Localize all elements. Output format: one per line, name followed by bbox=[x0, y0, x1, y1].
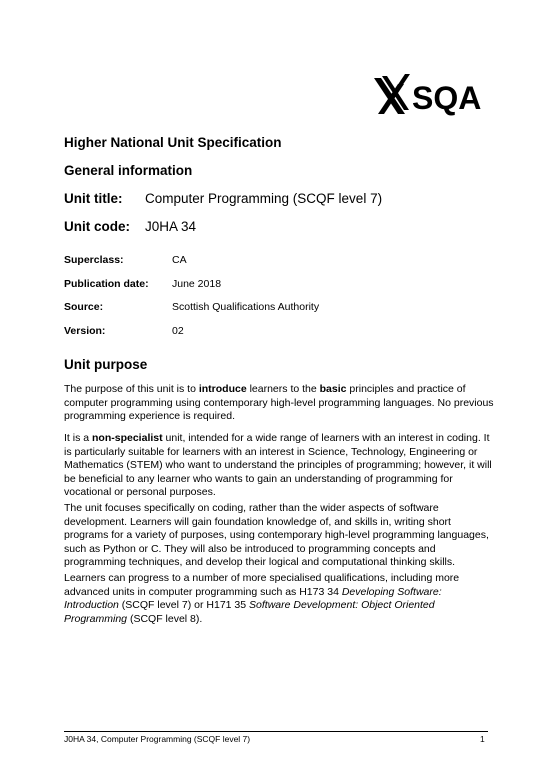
superclass-value: CA bbox=[172, 254, 187, 266]
footer-unit-label: J0HA 34, Computer Programming (SCQF level 7) bbox=[64, 734, 251, 744]
unit-title-label: Unit title: bbox=[64, 191, 123, 206]
purpose-paragraph-3: The unit focuses specifically on coding, rather than the wider aspects of software development. Learners will gain foundation knowledge of, and skills in, writing short programs for a variety of purposes, using contemporary high-level programming languages, such as Python or C. They will also be introduced to programming concepts and programming techniques, and develop their logical and computational thinking skills. bbox=[64, 502, 489, 569]
footer-divider bbox=[64, 731, 488, 732]
version-value: 02 bbox=[172, 325, 184, 337]
source-row bbox=[64, 301, 319, 313]
publication-date-label: Publication date: bbox=[64, 278, 149, 290]
purpose-paragraph-1: The purpose of this unit is to introduce learners to the basic principles and practice of computer programming using contemporary high-level programming languages. No previous programming experience is required. bbox=[64, 383, 494, 423]
superclass-row bbox=[64, 254, 187, 266]
version-label: Version: bbox=[64, 325, 106, 337]
purpose-paragraph-2: It is a non-specialist unit, intended for a wide range of learners with an interest in coding. It is particularly suitable for learners with an interest in Science, Technology, Engineering or Mathematics (STEM) who want to understand the principles of programming; however, it will be beneficial to any learner who wants to gain an understanding of programming for vocational or personal purposes. bbox=[64, 432, 492, 499]
general-info-heading: General information bbox=[64, 163, 193, 178]
version-row bbox=[64, 325, 184, 337]
publication-date-row bbox=[64, 278, 221, 290]
page-number: 1 bbox=[480, 734, 485, 744]
unit-title-value: Computer Programming (SCQF level 7) bbox=[145, 191, 383, 206]
unit-title-row bbox=[64, 191, 382, 206]
source-label: Source: bbox=[64, 301, 104, 313]
unit-code-value: J0HA 34 bbox=[145, 219, 197, 234]
purpose-paragraph-4: Learners can progress to a number of more specialised qualifications, including more advanced units in computer programming such as H173 34 Developing Software: Introduction (SCQF level 7) or H171 35 Software Development: Object Oriented Programming (SCQF level 8). bbox=[64, 572, 460, 625]
logo-text: SQA bbox=[412, 80, 482, 116]
superclass-label: Superclass: bbox=[64, 254, 124, 266]
unit-purpose-heading: Unit purpose bbox=[64, 357, 148, 372]
unit-code-label: Unit code: bbox=[64, 219, 130, 234]
spec-title: Higher National Unit Specification bbox=[64, 135, 282, 150]
publication-date-value: June 2018 bbox=[172, 278, 222, 290]
sqa-logo-graphic bbox=[372, 70, 487, 122]
source-value: Scottish Qualifications Authority bbox=[172, 301, 320, 313]
sqa-logo bbox=[372, 70, 487, 122]
unit-code-row bbox=[64, 219, 196, 234]
